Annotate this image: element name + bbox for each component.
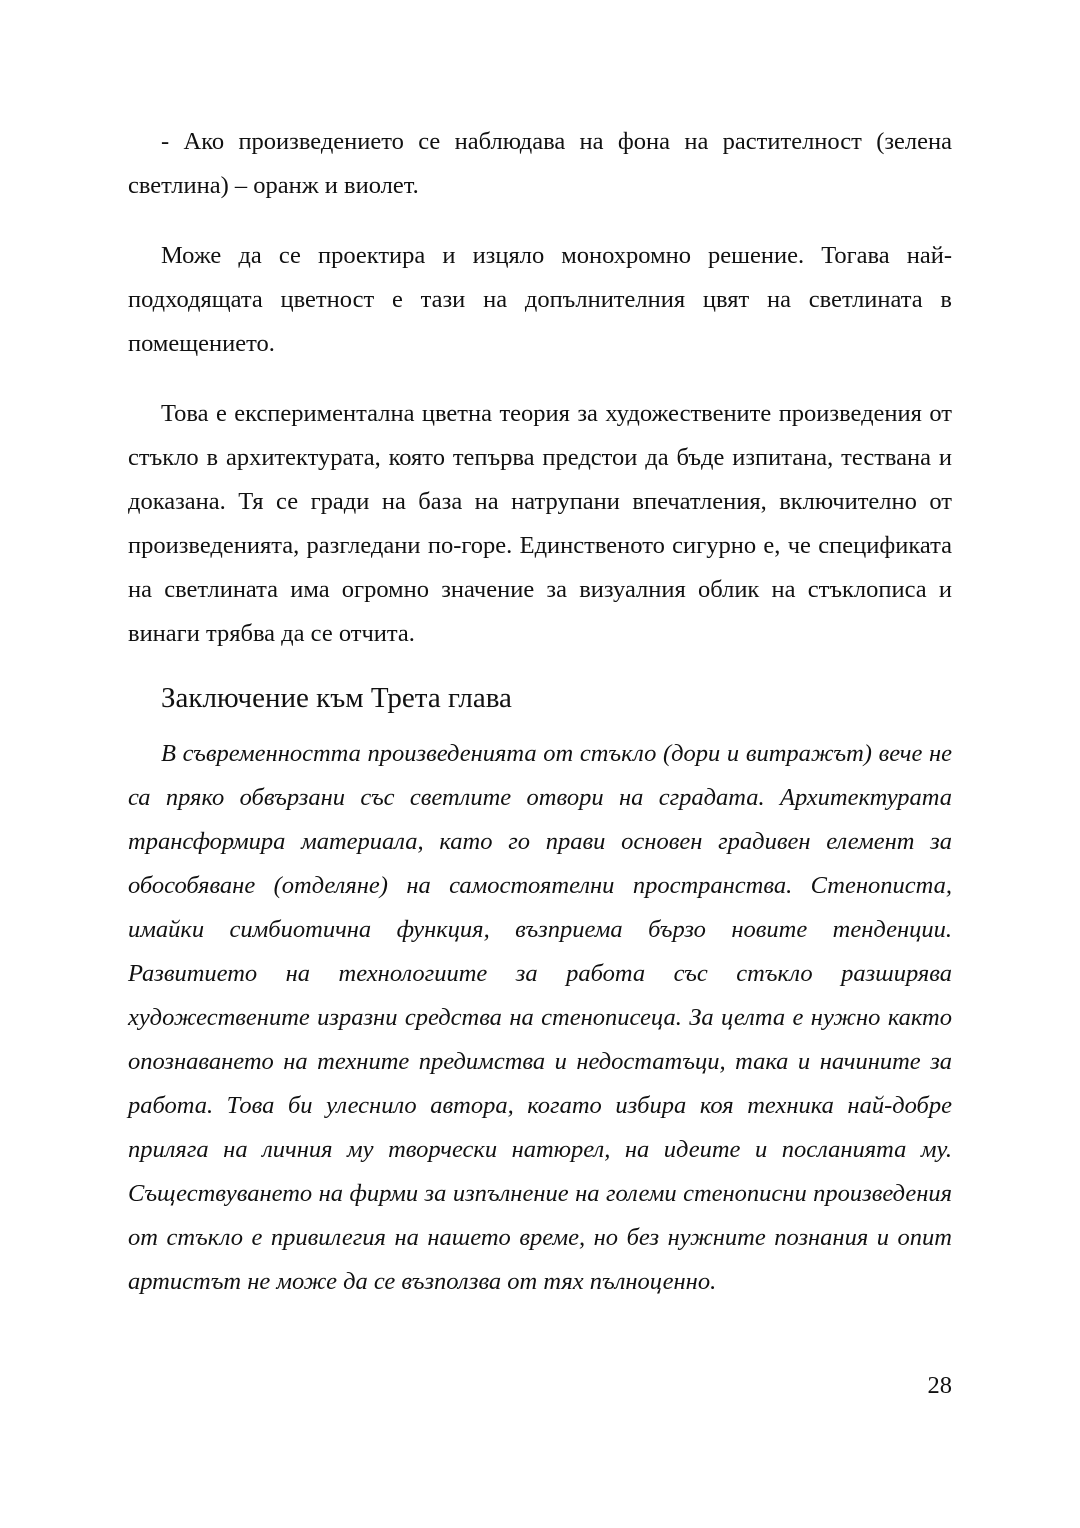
paragraph-monochrome: Може да се проектира и изцяло монохромно решение. Тогава най-подходящата цветност е тази на допълнителния цвят на светлината в помещението. — [128, 242, 952, 357]
conclusion-paragraph: В съвременността произведенията от стъкло (дори и витражът) вече не са пряко обвързани със светлите отвори на сградата. Архитектурата трансформира материала, като го прави основен градивен елемент за обособяване (отделяне) на самостоятелни пространства. Стенописта, имайки симбиотична функция, възприема бързо новите тенденции. Развитието на технологиите за работа със стъкло разширява художествените изразни средства на стенописеца. За целта е нужно както опознаването на техните предимства и недостатъци, така и начините за работа. Това би улеснило автора, когато избира коя техника най-добре приляга на личния му творчески натюрел, на идеите и посланията му. Съществуването на фирми за изпълнение на големи стенописни произведения от стъкло е привилегия на нашето време, но без нужните познания и опит артистът не може да се възползва от тях пълноценно. — [128, 740, 952, 1295]
page-body — [128, 120, 952, 1304]
paragraph-color-theory: Това е експериментална цветна теория за художествените произведения от стъкло в архитектурата, която тепърва предстои да бъде изпитана, тествана и доказана. Тя се гради на база на натрупани впечатления, включително от произведенията, разгледани по-горе. Единственото сигурно е, че спецификата на светлината има огромно значение за визуалния облик на стъклописа и винаги трябва да се отчита. — [128, 400, 952, 647]
page-number: 28 — [927, 1372, 952, 1399]
paragraph-green-light: - Ако произведението се наблюдава на фона на растителност (зелена светлина) – оранж и виолет. — [128, 128, 952, 199]
section-heading: Заключение към Трета глава — [161, 682, 512, 714]
